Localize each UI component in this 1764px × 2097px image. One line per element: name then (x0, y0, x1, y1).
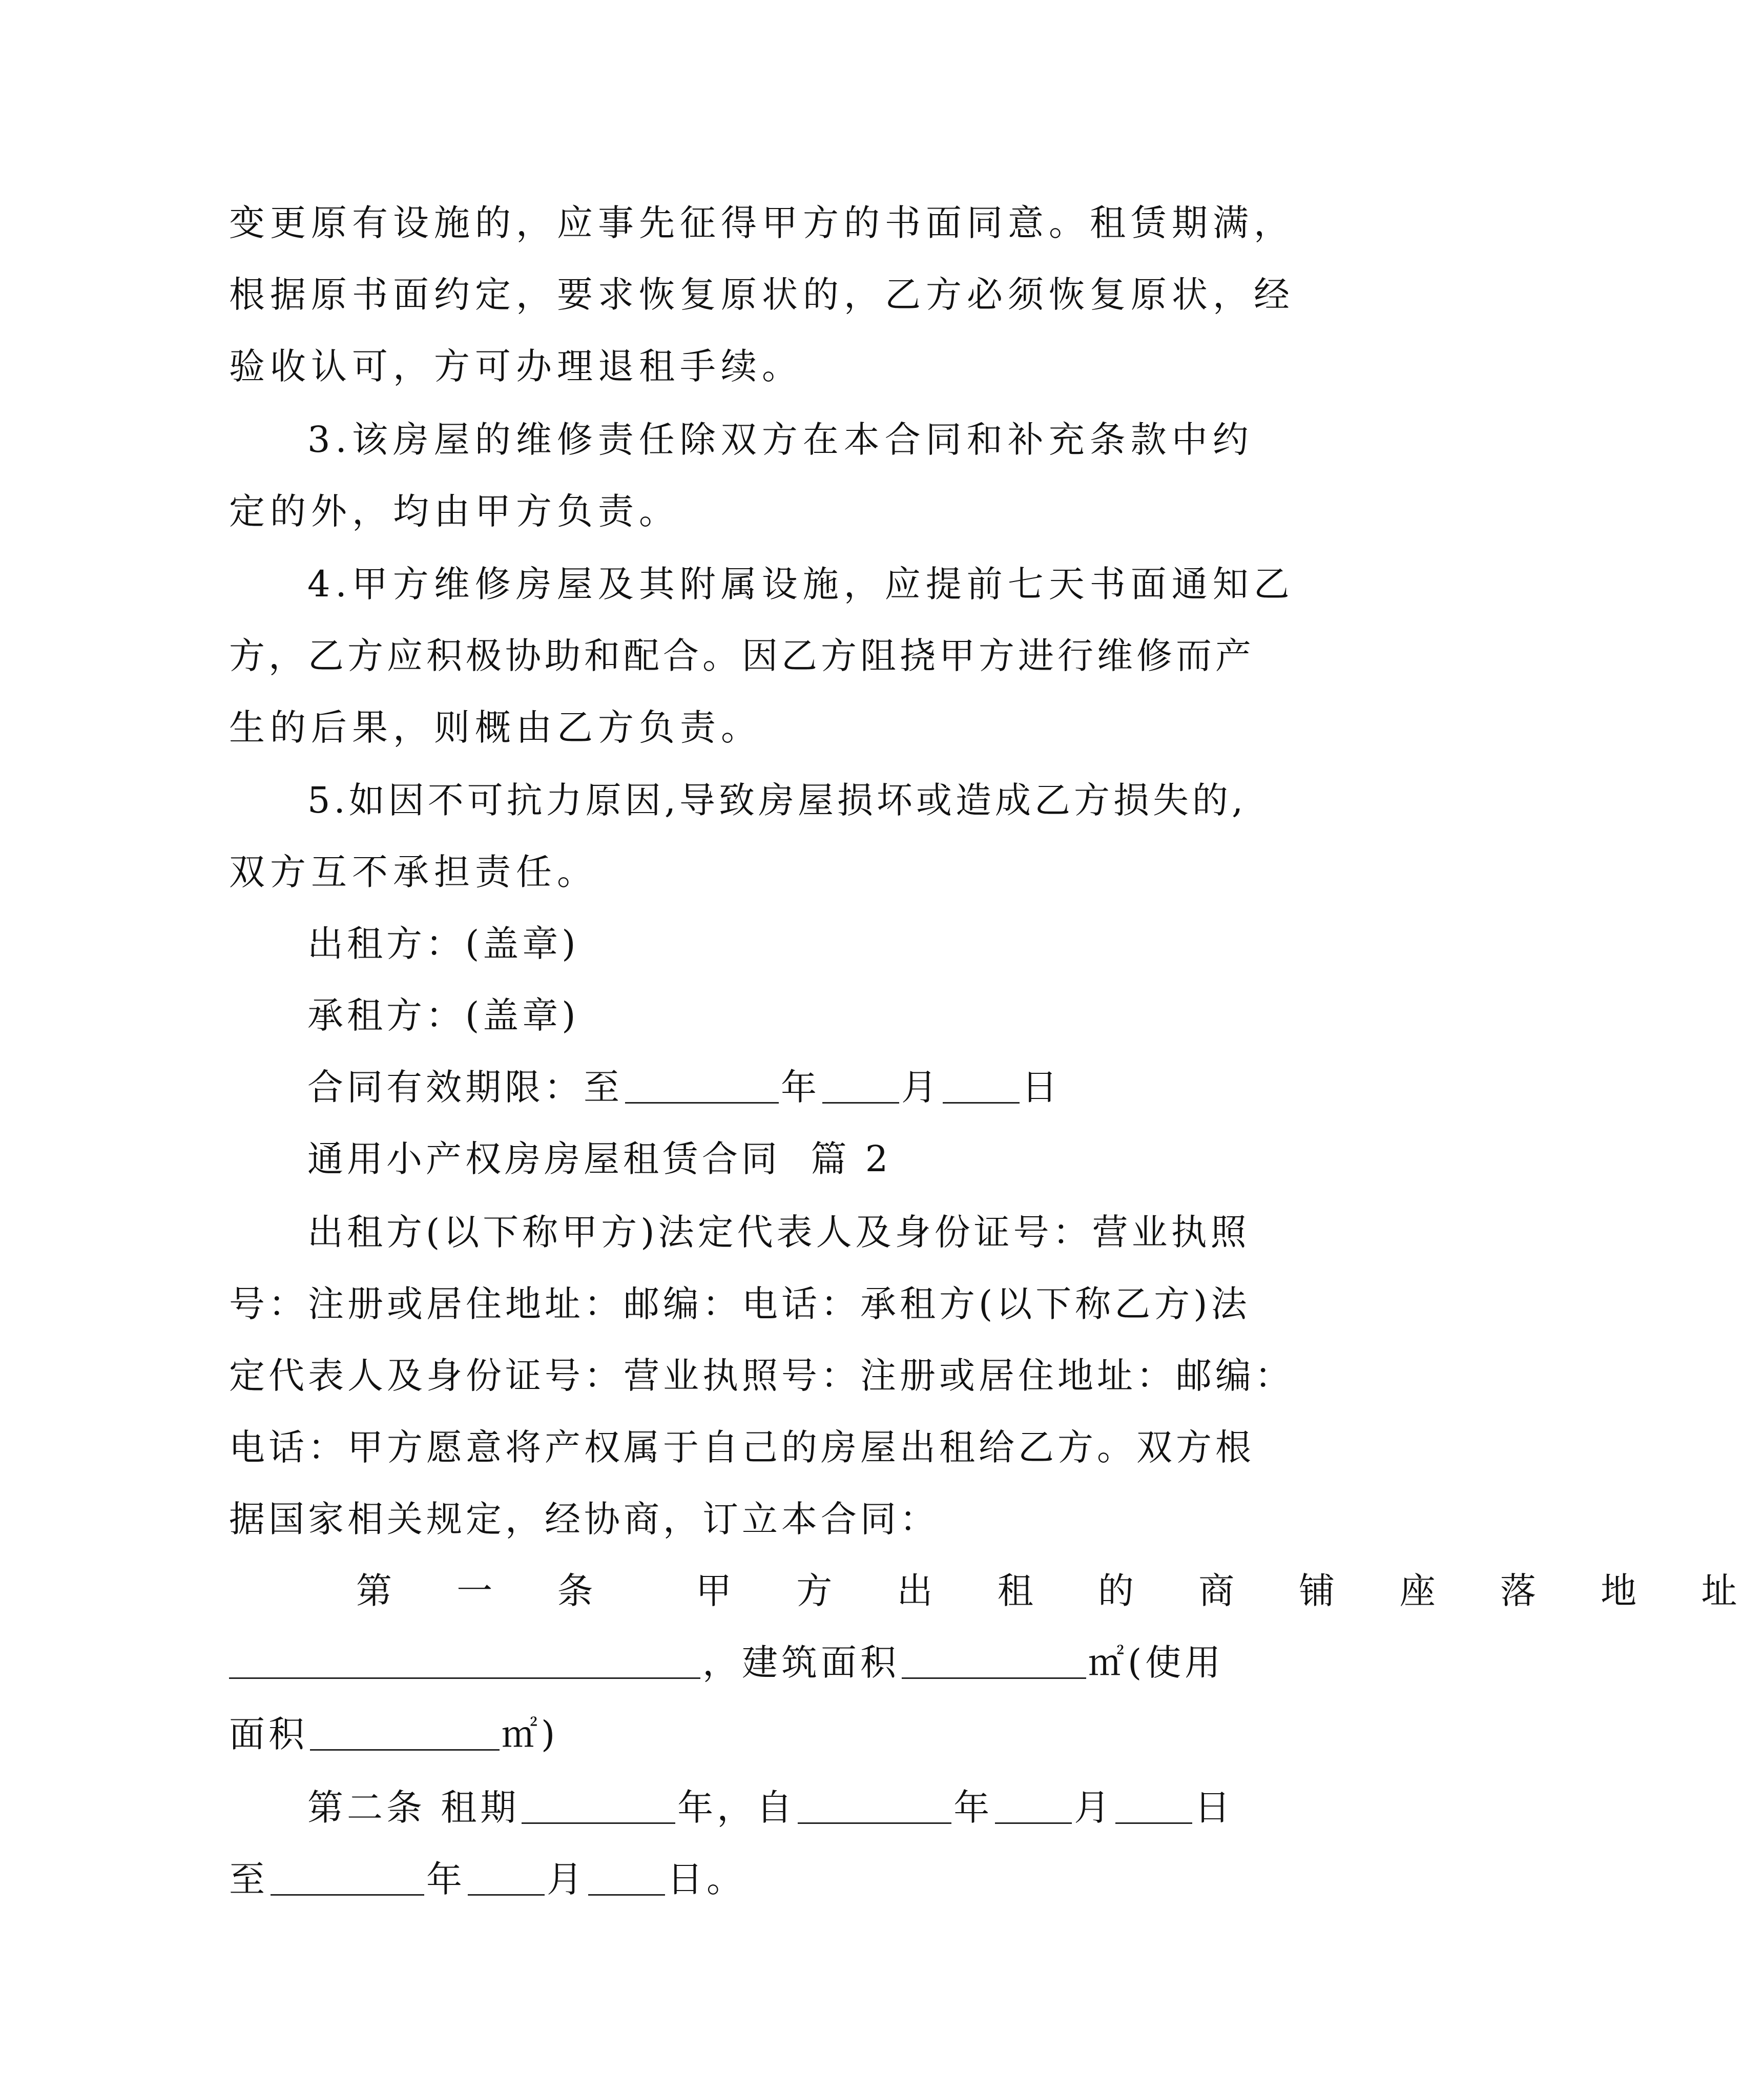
article-2-end-month: 月 (547, 1858, 586, 1900)
text-line: 生的后果，则概由乙方负责。 (229, 707, 762, 749)
article-1-heading: 第 一 条 甲 方 出 租 的 商 铺 座 落 地 址 (356, 1570, 1764, 1612)
article-2-end-line (229, 1843, 1259, 1915)
usable-label: 面积 (229, 1713, 308, 1755)
article-2-year: 年，自 (677, 1787, 796, 1829)
blank-field[interactable] (522, 1787, 675, 1824)
text-line: 3.该房屋的维修责任除双方在本合同和补充条款中约 (307, 419, 1254, 461)
section-title: 通用小产权房房屋租赁合同 篇 2 (307, 1138, 892, 1180)
article-2-line (307, 1772, 1260, 1843)
article-2-label: 第二条 租期 (307, 1787, 520, 1829)
article-1-area-line (229, 1627, 1259, 1698)
blank-field[interactable] (625, 1066, 779, 1104)
blank-field[interactable] (310, 1713, 500, 1751)
validity-line (307, 1051, 1260, 1123)
blank-field[interactable] (943, 1066, 1020, 1104)
blank-field[interactable] (822, 1066, 899, 1104)
text-line: 验收认可，方可办理退租手续。 (229, 345, 803, 387)
text-line: 据国家相关规定，经协商，订立本合同： (229, 1498, 939, 1540)
article-2-end-year: 年 (426, 1858, 466, 1900)
blank-field[interactable] (995, 1787, 1072, 1824)
validity-prefix: 合同有效期限：至 (307, 1066, 623, 1108)
article-2-year2: 年 (953, 1787, 993, 1829)
blank-field[interactable] (588, 1858, 665, 1896)
article-2-end-day: 日。 (667, 1858, 746, 1900)
area-unit: ㎡(使用 (1088, 1642, 1225, 1684)
text-line: 方，乙方应积极协助和配合。因乙方阻挠甲方进行维修而产 (229, 635, 1255, 677)
text-line: 电话：甲方愿意将产权属于自己的房屋出租给乙方。双方根 (229, 1426, 1255, 1468)
blank-field[interactable] (229, 1642, 700, 1679)
blank-field[interactable] (902, 1642, 1086, 1679)
text-line: 号：注册或居住地址：邮编：电话：承租方(以下称乙方)法 (229, 1283, 1251, 1325)
signature-lessor: 出租方：(盖章) (307, 923, 579, 965)
text-line: 出租方(以下称甲方)法定代表人及身份证号：营业执照 (307, 1211, 1250, 1253)
blank-field[interactable] (798, 1787, 951, 1824)
area-label: ，建筑面积 (702, 1642, 900, 1684)
article-2-month: 月 (1074, 1787, 1114, 1829)
blank-field[interactable] (1115, 1787, 1192, 1824)
validity-day: 日 (1022, 1066, 1061, 1108)
text-line: 5.如因不可抗力原因,导致房屋损坏或造成乙方损失的, (307, 779, 1247, 821)
text-line: 定的外，均由甲方负责。 (229, 490, 680, 532)
validity-month: 月 (901, 1066, 941, 1108)
text-line: 4.甲方维修房屋及其附属设施，应提前七天书面通知乙 (307, 563, 1295, 605)
text-line: 变更原有设施的，应事先征得甲方的书面同意。租赁期满， (229, 202, 1295, 244)
article-2-day: 日 (1194, 1787, 1234, 1829)
text-line: 定代表人及身份证号：营业执照号：注册或居住地址：邮编： (229, 1355, 1294, 1397)
text-line: 双方互不承担责任。 (229, 851, 598, 893)
blank-field[interactable] (271, 1858, 424, 1896)
article-1-usable-line (229, 1698, 1259, 1770)
usable-unit: ㎡) (502, 1713, 559, 1755)
signature-lessee: 承租方：(盖章) (307, 994, 579, 1036)
validity-year: 年 (781, 1066, 820, 1108)
article-2-to: 至 (229, 1858, 268, 1900)
text-line: 根据原书面约定，要求恢复原状的，乙方必须恢复原状，经 (229, 274, 1295, 316)
blank-field[interactable] (468, 1858, 545, 1896)
